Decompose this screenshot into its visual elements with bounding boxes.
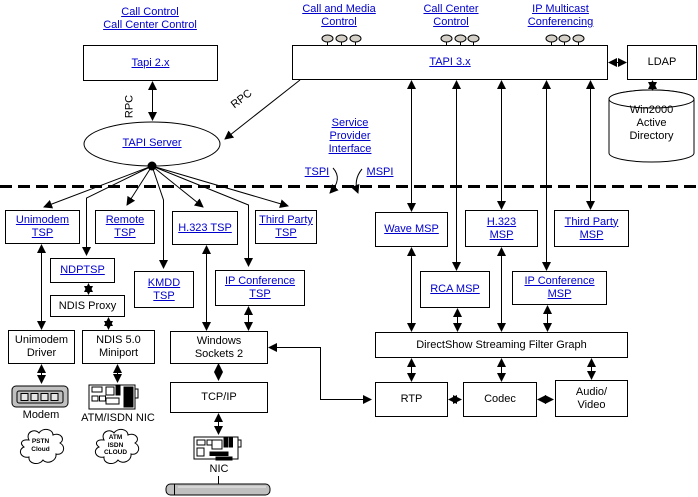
node-kmdd-tsp[interactable] <box>134 271 194 308</box>
node-h323-msp[interactable] <box>465 210 538 247</box>
node-label: TSP <box>275 227 297 239</box>
node-third-party-tsp[interactable] <box>255 210 317 244</box>
nic-icon <box>194 437 241 460</box>
node-third-party-msp[interactable] <box>554 210 629 247</box>
hardware-caption: NIC <box>209 463 229 475</box>
link-call-and-media-control[interactable] <box>289 3 389 29</box>
node-h323-tsp[interactable] <box>172 211 238 245</box>
link-line: Call Center Control <box>103 19 197 31</box>
interface-lollipop <box>336 35 347 42</box>
node-label: KMDD <box>147 276 181 289</box>
node-label: Sockets 2 <box>194 347 244 360</box>
node-label: MSP <box>579 228 604 241</box>
node-label: IP Conference <box>524 275 595 287</box>
node-ldap <box>627 45 697 80</box>
rpc-text: RPC <box>123 94 136 119</box>
node-audio-video <box>555 380 628 417</box>
node-unimodem-tsp[interactable] <box>5 210 80 244</box>
node-label: Unimodem <box>14 334 69 346</box>
modem-led <box>51 394 58 401</box>
node-label: Audio/ <box>575 385 608 398</box>
node-label: Remote <box>105 214 145 226</box>
atm-isdn-nic-icon <box>89 385 138 409</box>
cloud-text: PSTN <box>31 438 50 445</box>
link-line: Call Control <box>121 6 179 18</box>
link-tspi[interactable] <box>300 166 334 179</box>
modem-label <box>13 409 69 422</box>
node-tapi-3x[interactable] <box>292 45 608 80</box>
link-line: Interface <box>328 143 372 155</box>
node-ip-conference-tsp[interactable] <box>215 270 305 306</box>
link-mspi[interactable] <box>361 166 399 179</box>
atm-isdn-cloud-label <box>92 434 139 457</box>
link-line: Call Center <box>423 3 479 15</box>
cloud-text: ISDN <box>107 441 124 449</box>
node-label: TSP <box>31 227 54 239</box>
node-codec <box>463 382 537 417</box>
rpc-label-vertical <box>124 87 137 127</box>
hardware-caption: ATM/ISDN NIC <box>81 412 155 424</box>
link-line: Call and Media <box>302 3 376 15</box>
link-line: Control <box>433 16 469 28</box>
node-label: TCP/IP <box>201 391 237 403</box>
interface-lollipop <box>468 35 479 42</box>
node-label: Video <box>577 398 606 411</box>
node-rca-msp[interactable] <box>420 271 490 308</box>
node-windows-sockets-2 <box>170 331 268 364</box>
node-label: Third Party <box>564 215 619 228</box>
link-line: Conferencing <box>527 16 594 28</box>
node-label: Driver <box>26 347 57 359</box>
node-label: RTP <box>400 393 423 405</box>
atm-isdn-nic-label <box>76 412 160 425</box>
interface-lollipop <box>559 35 570 42</box>
node-label: Third Party <box>259 214 313 226</box>
node-ndptsp[interactable] <box>50 258 115 283</box>
node-ndis-miniport <box>82 330 155 364</box>
connector-fan-h323-tsp <box>152 166 203 207</box>
node-tcpip <box>170 382 268 413</box>
node-ndis-proxy <box>50 295 125 317</box>
node-label: H.323 <box>486 215 517 228</box>
nic-label <box>196 463 242 476</box>
link-line: Control <box>321 16 357 28</box>
node-label: TSP <box>114 227 136 239</box>
node-win2000-active-directory <box>609 104 694 143</box>
modem-led <box>21 394 28 401</box>
rpc-text: RPC <box>228 87 255 111</box>
node-label: MSP <box>489 228 514 241</box>
node-label: MSP <box>547 288 572 300</box>
node-remote-tsp[interactable] <box>95 210 155 244</box>
node-directshow-filter-graph <box>375 332 628 358</box>
link-line: Provider <box>329 130 371 142</box>
node-label: TAPI 3.x <box>429 56 471 68</box>
node-label: H.323 TSP <box>178 221 232 234</box>
interface-lollipop <box>573 35 584 42</box>
node-label: Directory <box>629 130 674 142</box>
cloud-text: CLOUD <box>103 449 128 456</box>
interface-lollipop <box>322 35 333 42</box>
link-ip-multicast-conferencing[interactable] <box>512 3 609 29</box>
node-label: TSP <box>249 288 271 300</box>
node-label: DirectShow Streaming Filter Graph <box>416 338 587 351</box>
interface-lollipop <box>350 35 361 42</box>
node-label: NDPTSP <box>60 264 105 276</box>
node-tapi-2x[interactable] <box>83 45 218 81</box>
node-label: NDIS 5.0 <box>96 334 141 346</box>
node-label: NDIS Proxy <box>58 299 117 312</box>
node-label: Windows <box>196 334 242 347</box>
link-line: Service <box>331 117 369 129</box>
node-ip-conference-msp[interactable] <box>512 271 607 305</box>
link-service-provider-interface[interactable] <box>310 117 390 156</box>
link-call-control[interactable] <box>60 6 240 32</box>
node-label: Miniport <box>98 347 139 359</box>
interface-lollipop <box>441 35 452 42</box>
node-label: RCA MSP <box>430 283 480 295</box>
link-line: MSPI <box>366 166 394 178</box>
link-call-center-control[interactable] <box>405 3 497 29</box>
node-rtp <box>375 382 448 417</box>
connector-winsock-rtp <box>269 348 371 400</box>
pstn-cloud-label <box>17 438 64 453</box>
modem-led <box>41 394 48 401</box>
node-label: Codec <box>484 393 516 405</box>
node-wave-msp[interactable] <box>375 212 448 247</box>
interface-lollipop <box>455 35 466 42</box>
node-label: TSP <box>153 289 175 302</box>
node-label: Wave MSP <box>384 223 439 235</box>
node-label: Tapi 2.x <box>131 56 170 69</box>
cloud-text: Cloud <box>31 445 50 453</box>
node-unimodem-driver <box>8 330 75 364</box>
modem-icon <box>12 386 68 407</box>
node-label: Win2000 <box>629 104 674 116</box>
cloud-text: ATM <box>108 434 123 441</box>
lollipop-interfaces <box>322 35 584 45</box>
modem-led <box>31 394 38 401</box>
node-label: IP Conference <box>224 275 296 287</box>
link-line: TSPI <box>304 166 330 178</box>
node-label: TAPI Server <box>122 137 182 149</box>
hardware-caption: Modem <box>22 409 60 421</box>
interface-lollipop <box>546 35 557 42</box>
node-tapi-server[interactable] <box>102 137 202 150</box>
node-label: Unimodem <box>15 214 70 226</box>
ethernet-bar <box>166 484 270 495</box>
link-line: IP Multicast <box>532 3 589 15</box>
node-label: LDAP <box>647 56 677 68</box>
node-label: Active <box>636 117 667 129</box>
